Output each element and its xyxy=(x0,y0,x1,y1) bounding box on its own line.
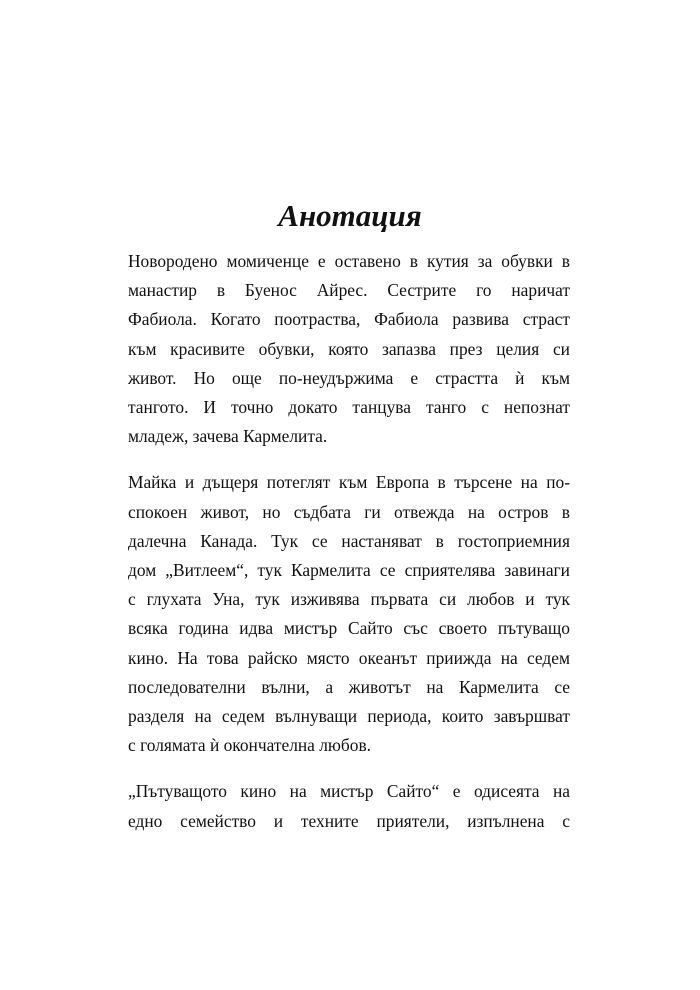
page-title: Анотация xyxy=(278,198,422,233)
text-line: всяка година идва мистър Сайто със своето пътуващо xyxy=(128,618,570,639)
text-line: спокоен живот, но съдбата ги отвежда на остров в xyxy=(128,501,570,522)
text-line: Новородено момиченце е оставено в кутия за обувки в xyxy=(128,251,570,271)
text-line: последователни вълни, а животът на Кармелита се xyxy=(128,676,570,697)
text-line: манастир в Буенос Айрес. Сестрите го наричат xyxy=(128,280,570,301)
text-line: Майка и дъщеря потеглят към Европа в търсене на по- xyxy=(128,472,570,493)
text-line: живот. Но още по-неудържима е страстта ѝ към xyxy=(128,367,570,388)
text-line: с голямата ѝ окончателна любов. xyxy=(128,735,372,756)
paragraph-2 xyxy=(128,468,570,760)
text-line: Фабиола. Когато поотраства, Фабиола развива страст xyxy=(128,309,570,330)
text-line: младеж, зачева Кармелита. xyxy=(128,426,328,447)
text-line: дом „Витлеем“, тук Кармелита се сприятелява завинаги xyxy=(128,560,570,581)
text-line: към красивите обувки, която запазва през целия си xyxy=(128,338,570,359)
paragraph-1 xyxy=(128,247,570,451)
text-line: разделя на седем вълнуващи периода, които завършват xyxy=(128,706,570,727)
text-line: „Пътуващото кино на мистър Сайто“ е одисеята на xyxy=(128,781,570,802)
text-line: едно семейство и техните приятели, изпълнена с xyxy=(128,810,570,831)
paragraph-3 xyxy=(128,777,570,835)
text-line: тангото. И точно докато танцува танго с непознат xyxy=(128,397,570,418)
text-line: далечна Канада. Тук се настаняват в гостоприемния xyxy=(128,530,570,551)
annotation-body xyxy=(128,247,570,836)
text-line: с глухата Уна, тук изживява първата си любов и тук xyxy=(128,589,570,610)
text-line: кино. На това райско място океанът приижда на седем xyxy=(128,647,570,668)
